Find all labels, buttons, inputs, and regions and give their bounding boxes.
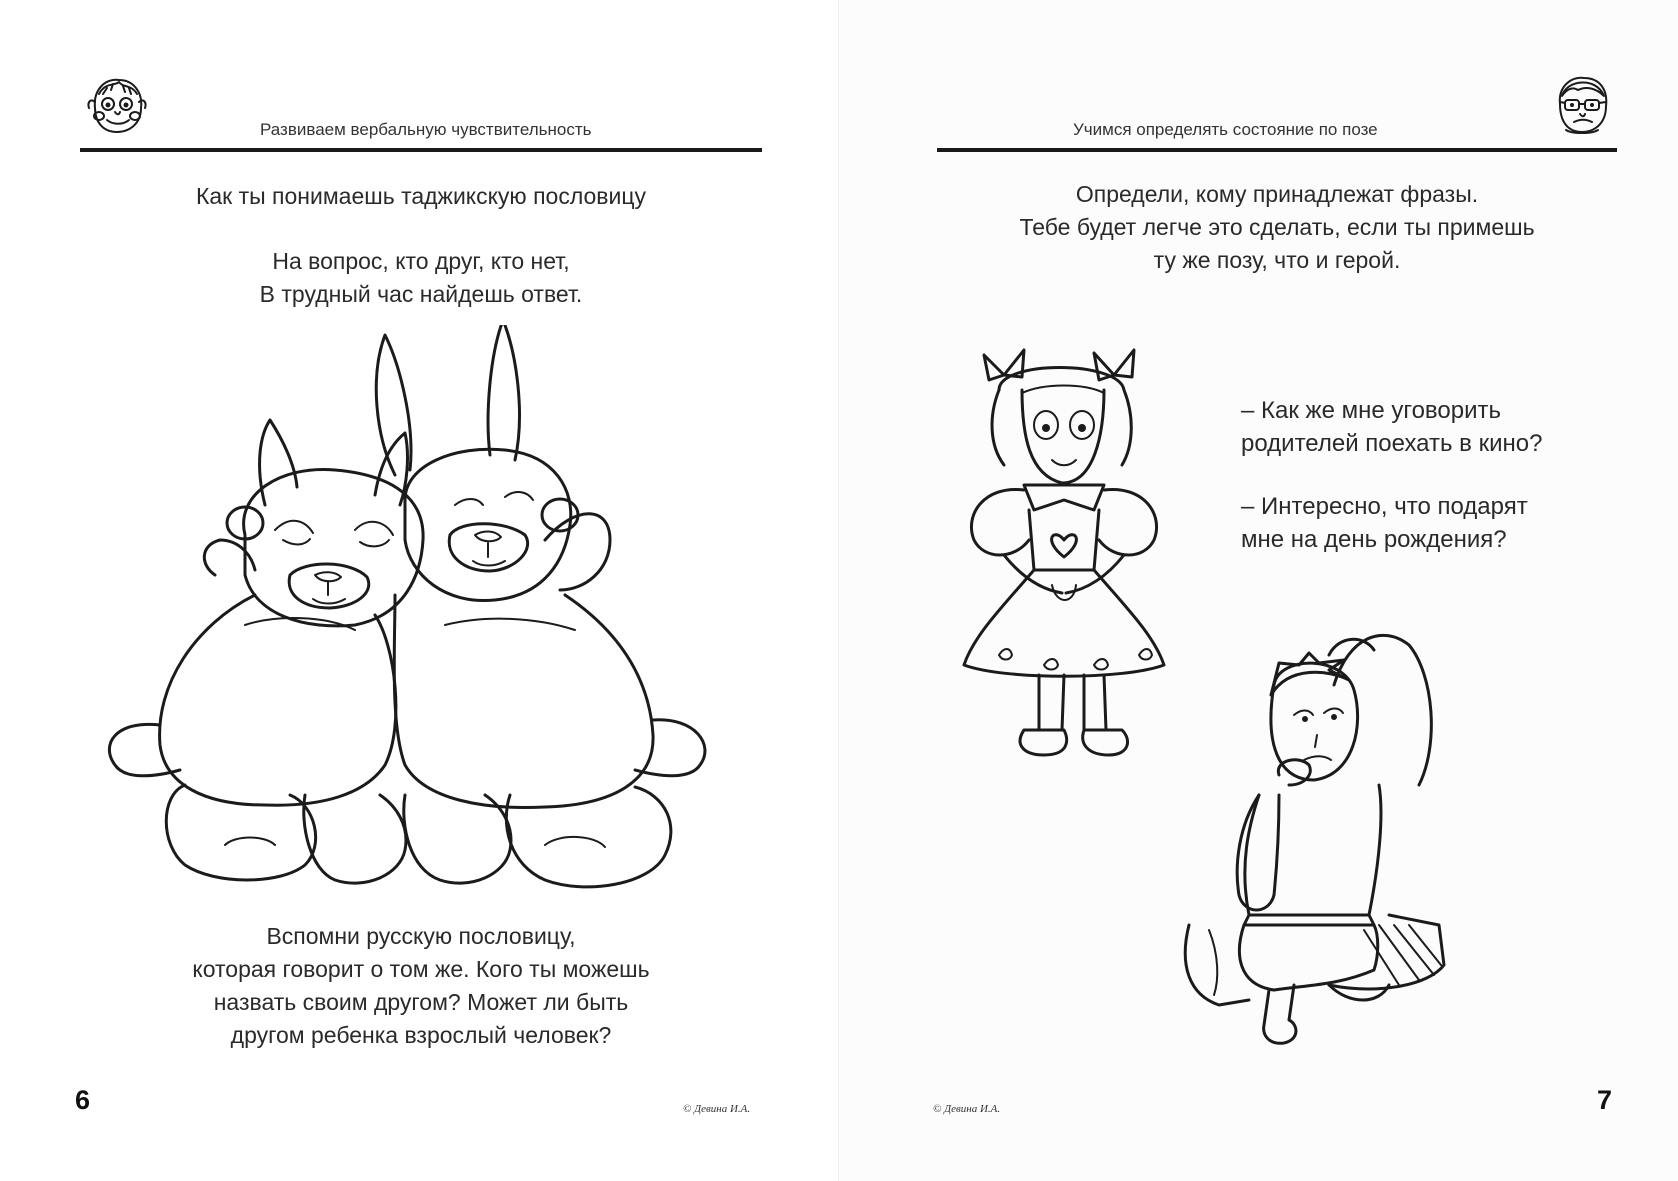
child-face-icon	[85, 72, 149, 136]
instruction-line: ту же позу, что и герой.	[1153, 247, 1401, 273]
phrase-line: мне на день рождения?	[1241, 526, 1507, 553]
copyright: © Девина И.А.	[683, 1103, 751, 1115]
instruction-text	[937, 178, 1617, 277]
instruction-line: Тебе будет легче это сделать, если ты примешь	[1019, 214, 1535, 240]
phrase-2	[1241, 490, 1528, 556]
discussion-questions	[80, 920, 762, 1052]
question-line: другом ребенка взрослый человек?	[230, 1022, 612, 1048]
proverb-prompt	[80, 180, 762, 213]
phrase-line: – Интересно, что подарят	[1241, 493, 1528, 520]
phrase-1	[1241, 394, 1542, 460]
instruction-line: Определи, кому принадлежат фразы.	[1075, 181, 1479, 207]
header-rule	[80, 148, 762, 152]
phrase-line: – Как же мне уговорить	[1241, 397, 1502, 424]
running-head: Учимся определять состояние по позе	[1073, 120, 1378, 139]
phrase-line: родителей поехать в кино?	[1241, 430, 1543, 457]
proverb-line: На вопрос, кто друг, кто нет,	[272, 248, 570, 274]
prompt-line: Как ты понимаешь таджикскую пословицу	[195, 183, 647, 209]
running-head: Развиваем вербальную чувствительность	[260, 120, 592, 139]
friends-illustration	[105, 325, 745, 895]
proverb-line: В трудный час найдешь ответ.	[259, 281, 583, 307]
question-line: которая говорит о том же. Кого ты можешь	[192, 956, 650, 982]
boy-illustration	[1179, 625, 1459, 1055]
boy-with-glasses-face-icon	[1550, 72, 1614, 136]
page-number: 7	[1597, 1085, 1613, 1115]
question-line: назвать своим другом? Может ли быть	[213, 989, 629, 1015]
girl-illustration	[944, 335, 1204, 785]
page-number: 6	[75, 1085, 91, 1115]
right-page	[839, 0, 1678, 1181]
copyright: © Девина И.А.	[933, 1103, 1001, 1115]
header-rule	[937, 148, 1617, 152]
proverb-text	[80, 245, 762, 311]
question-line: Вспомни русскую пословицу,	[266, 923, 576, 949]
